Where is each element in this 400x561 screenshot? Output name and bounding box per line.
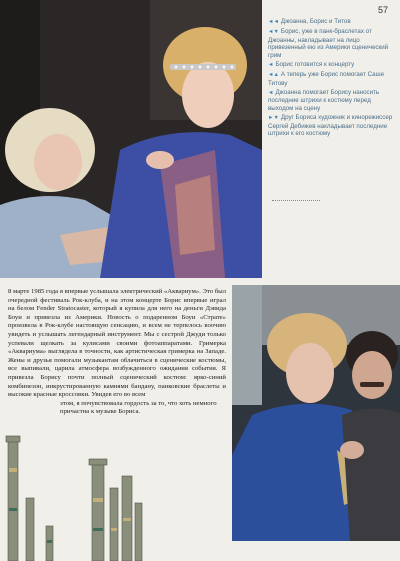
caption-arrow-icon: ►▼ — [268, 115, 279, 122]
statues-illustration — [0, 428, 150, 561]
caption-text: Друг Бориса художник и кинорежиссер Сергей Дебижев накладывает последние штрихи к его костюму — [268, 114, 393, 138]
caption-item — [268, 71, 394, 87]
photo-debizhev-boris — [232, 285, 400, 541]
article-paragraph: 8 марте 1985 года я впервые услышала электрический «Аквариум». Это был очередной фестиваль Рок-клуба, и на этом концерте Борис впервые играл на белом Fender Stratocaster, который я купила для него на деньги Дэвида Боуи и привезла из Америки. Новость о подаренном Боуи «Страте» произвела в Рок-клубе настоящую сенсацию, и всем не терпелось воочию увидеть и услышать легендарный инструмент. Мы с сестрой Джуди только успевали щелкать за кулисами своими фотоаппаратами. Гримерка «Аквариума» выглядела в точности, как артистическая гримерка на Западе. Жены и друзья помогали музыкантам облачиться в сценические костюмы, все выпивали, царила атмосфера возбужденного ожидания события. Я привезла Борису почти полный сценический костюм: ярко-синий комбинезон, инкрустированную камнями бандану, панковские браслеты и высокие красные кроссовки. Увидев его во всем — [8, 288, 226, 399]
photo-debizhev-boris-image — [232, 285, 400, 541]
caption-divider — [272, 200, 320, 201]
page-number: 57 — [377, 5, 388, 15]
caption-arrow-icon: ◄◄ — [268, 19, 279, 25]
article-paragraph-end: этом, я почувствовала гордость за то, что хоть немного причастна к музыке Бориса. — [60, 399, 217, 416]
photo-captions — [268, 18, 394, 139]
caption-text: Борис готовится к концерту — [275, 60, 355, 68]
caption-arrow-icon: ◄ — [268, 61, 274, 68]
caption-item — [268, 114, 394, 138]
caption-item — [268, 28, 394, 59]
caption-text: А теперь уже Борис помогает Саше Титову — [268, 71, 385, 87]
caption-text: Джоанна, Борис и Титов — [280, 18, 351, 25]
photo-joanna-boris — [0, 0, 262, 278]
caption-item — [268, 89, 394, 113]
caption-text: Джоанна помогает Борису наносить последние штрихи к костюму перед выходом на сцену — [268, 88, 380, 112]
photo-joanna-boris-image — [0, 0, 262, 278]
caption-arrow-icon: ◄▲ — [268, 72, 279, 79]
caption-arrow-icon: ◄▼ — [268, 29, 279, 36]
article-body — [8, 288, 226, 417]
statues-image — [0, 428, 150, 561]
caption-item — [268, 18, 394, 27]
caption-item — [268, 61, 394, 70]
caption-arrow-icon: ◄ — [268, 89, 274, 96]
caption-text: Борис, уже в панк-браслетах от Джоанны, накладывает на лицо привезенный ею из Америки сценический грим — [268, 28, 389, 59]
